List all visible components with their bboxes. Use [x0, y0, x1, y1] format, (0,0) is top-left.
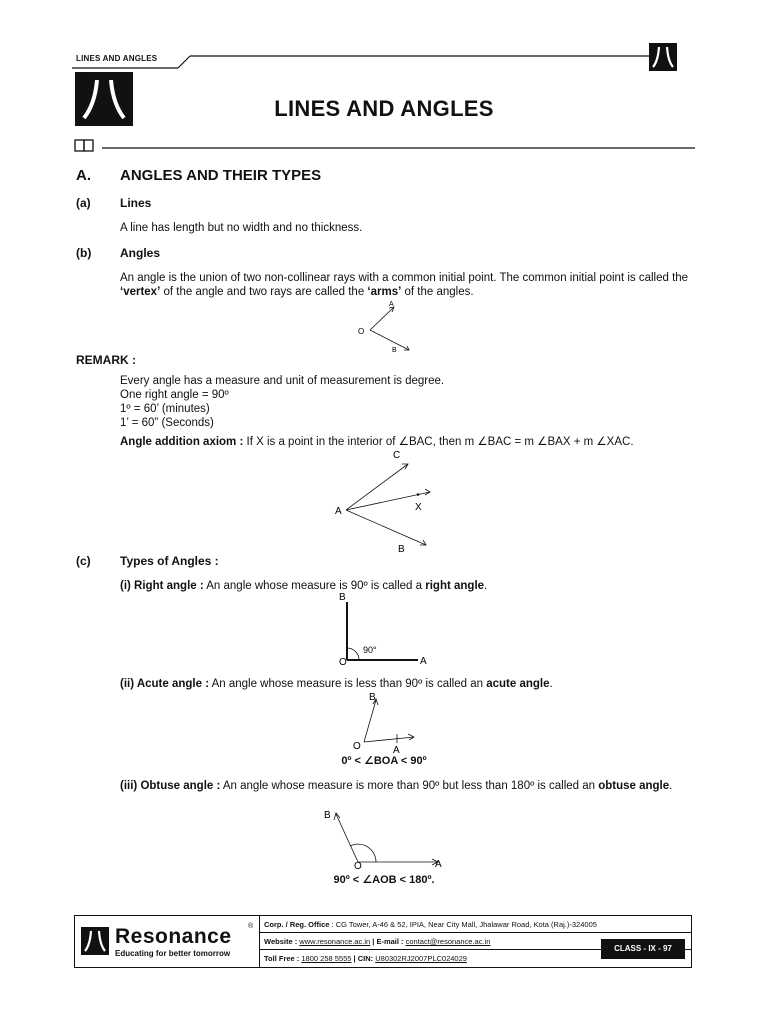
- class-badge: CLASS - IX - 97: [601, 939, 685, 959]
- acute-a-label: A: [393, 745, 400, 756]
- angle-arm-b-label: B: [392, 347, 397, 354]
- right-degree-label: 90°: [363, 645, 377, 655]
- angles-text-2: of the angle and two rays are called the: [160, 286, 368, 298]
- vertex-term: ‘vertex’: [120, 286, 161, 298]
- email-label: | E-mail :: [370, 937, 406, 946]
- remark-heading: REMARK :: [76, 353, 136, 367]
- axiom-c-label: C: [393, 450, 401, 461]
- right-o-label: O: [339, 657, 347, 668]
- website-link[interactable]: www.resonance.ac.in: [299, 937, 371, 946]
- cin-label: | CIN:: [351, 954, 376, 963]
- acute-angle-end: .: [549, 678, 553, 690]
- header-label: LINES AND ANGLES: [76, 54, 158, 63]
- remark-line-4: 1’ = 60” (Seconds): [120, 417, 214, 429]
- obtuse-a-label: A: [435, 859, 442, 870]
- right-a-label: A: [420, 656, 427, 667]
- obtuse-angle-label: (iii) Obtuse angle :: [120, 780, 221, 792]
- brand-registered: ®: [248, 923, 254, 930]
- tollfree-number: 1800 258 5555: [301, 954, 352, 963]
- right-angle-end: .: [484, 580, 488, 592]
- angles-definition: [120, 271, 700, 299]
- angles-text-1: An angle is the union of two non-collinear rays with a common initial point. The common initial point is called the: [120, 272, 689, 284]
- axiom-text: If X is a point in the interior of ∠BAC, then m ∠BAC = m ∠BAX + m ∠XAC.: [243, 436, 634, 448]
- obtuse-angle-term: obtuse angle: [598, 780, 670, 792]
- acute-angle-text: An angle whose measure is less than 90º is called an: [209, 678, 487, 690]
- arms-term: ‘arms’: [367, 286, 402, 298]
- acute-angle-diagram: [340, 690, 420, 756]
- section-title: ANGLES AND THEIR TYPES: [120, 167, 322, 184]
- angle-arm-a-label: A: [389, 301, 394, 308]
- angle-diagram: [350, 298, 420, 356]
- book-icon: [74, 139, 96, 153]
- footer: [74, 915, 692, 968]
- brand-tagline: Educating for better tomorrow: [115, 949, 231, 958]
- tollfree-info: [264, 954, 467, 963]
- angles-letter: (b): [76, 246, 92, 260]
- right-angle-text: An angle whose measure is 90º is called a: [203, 580, 426, 592]
- acute-o-label: O: [353, 741, 361, 752]
- lines-title: Lines: [120, 196, 152, 210]
- obtuse-o-label: O: [354, 861, 362, 872]
- cin-number: U80302RJ2007PLC024029: [375, 954, 467, 963]
- remark-line-3: 1º = 60’ (minutes): [120, 403, 210, 415]
- office-text: : CG Tower, A-46 & 52, IPIA, Near City Mall, Jhalawar Road, Kota (Raj.)-324005: [329, 920, 597, 929]
- acute-b-label: B: [369, 692, 376, 703]
- obtuse-caption: 90º < ∠AOB < 180º.: [333, 874, 435, 886]
- angle-addition-diagram: [330, 446, 440, 554]
- contact-info: [264, 937, 490, 946]
- acute-angle-definition: [120, 677, 700, 691]
- axiom-x-label: X: [415, 502, 422, 513]
- axiom-label: Angle addition axiom :: [120, 436, 244, 448]
- angles-title: Angles: [120, 246, 161, 260]
- acute-angle-label: (ii) Acute angle :: [120, 678, 210, 690]
- brand-name: Resonance: [115, 925, 232, 948]
- tollfree-label: Toll Free :: [264, 954, 302, 963]
- obtuse-angle-diagram: [318, 804, 448, 872]
- resonance-logo-icon: [81, 927, 109, 955]
- types-letter: (c): [76, 554, 91, 568]
- page-title: LINES AND ANGLES: [274, 96, 494, 121]
- right-angle-label: (i) Right angle :: [120, 580, 204, 592]
- lines-text: A line has length but no width and no thickness.: [120, 222, 363, 234]
- obtuse-angle-text: An angle whose measure is more than 90º but less than 180º is called an: [220, 780, 599, 792]
- right-angle-diagram: [332, 588, 442, 668]
- email-link[interactable]: contact@resonance.ac.in: [405, 937, 491, 946]
- title-rule: [72, 136, 702, 156]
- office-address: [264, 920, 597, 929]
- office-label: Corp. / Reg. Office: [264, 920, 330, 929]
- acute-angle-term: acute angle: [486, 678, 550, 690]
- lines-letter: (a): [76, 196, 91, 210]
- remark-line-1: Every angle has a measure and unit of measurement is degree.: [120, 375, 445, 387]
- angles-text-3: of the angles.: [401, 286, 474, 298]
- types-title: Types of Angles :: [120, 554, 219, 568]
- section-letter: A.: [76, 167, 91, 184]
- obtuse-b-label: B: [324, 810, 331, 821]
- axiom-b-label: B: [398, 544, 405, 554]
- remark-line-2: One right angle = 90º: [120, 389, 229, 401]
- obtuse-angle-end: .: [669, 780, 673, 792]
- obtuse-angle-definition: [120, 779, 700, 793]
- right-angle-term: right angle: [425, 580, 485, 592]
- header-logo-icon: [649, 43, 677, 71]
- right-b-label: B: [339, 592, 346, 603]
- angle-vertex-label: O: [358, 327, 365, 336]
- website-label: Website :: [264, 937, 300, 946]
- acute-caption: 0º < ∠BOA < 90º: [341, 755, 427, 767]
- axiom-vertex-a-label: A: [335, 506, 342, 517]
